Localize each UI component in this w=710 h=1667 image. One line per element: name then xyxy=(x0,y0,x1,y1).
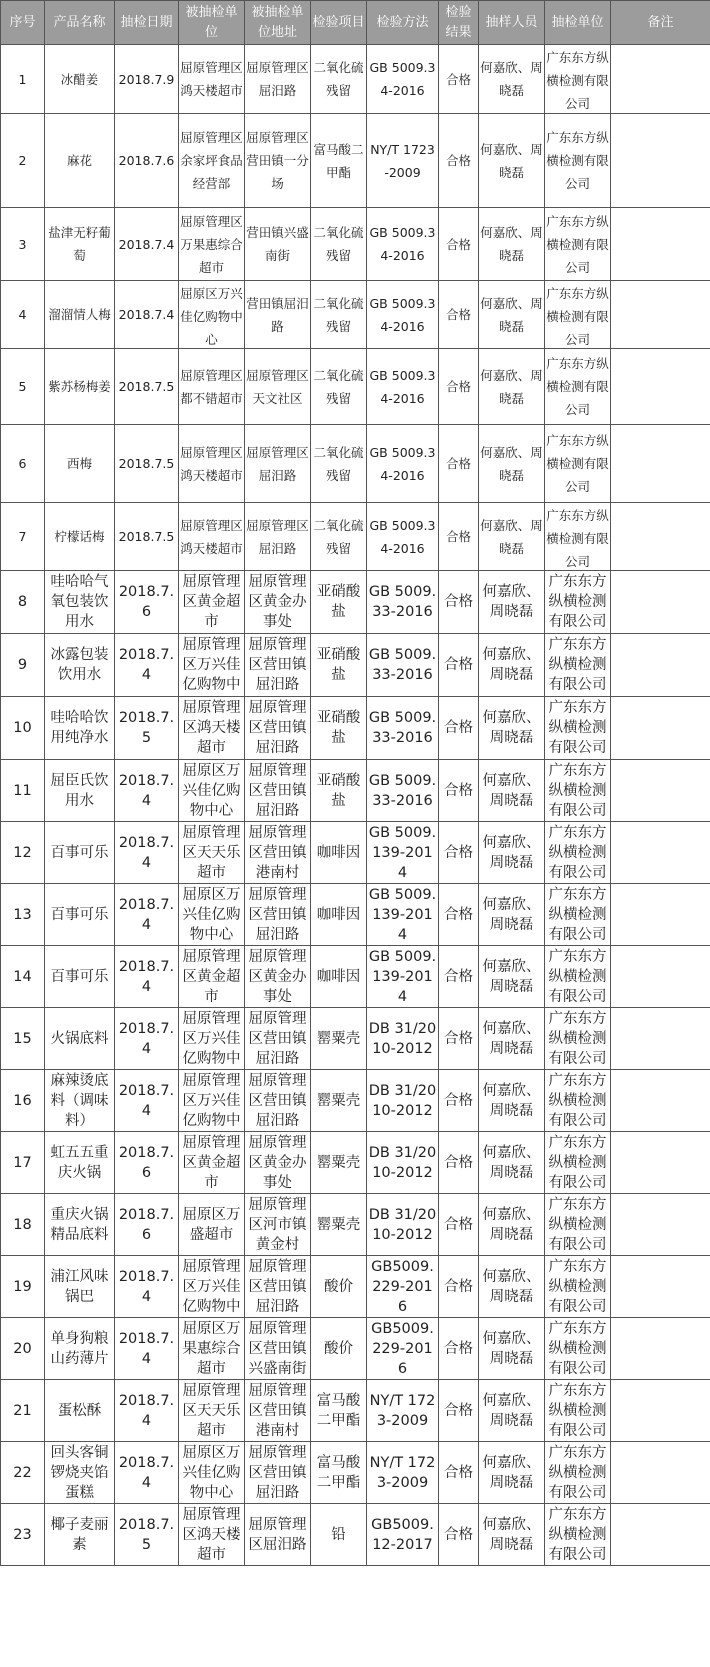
cell-address: 屈原管理区营田镇港南村 xyxy=(245,1380,311,1442)
table-row xyxy=(1,45,710,114)
cell-seq: 3 xyxy=(1,208,45,281)
cell-product: 回头客铜锣烧夹馅蛋糕 xyxy=(45,1442,115,1504)
table-row xyxy=(1,1070,710,1132)
cell-agency: 广东东方纵横检测有限公司 xyxy=(545,503,611,571)
cell-result: 合格 xyxy=(439,884,479,946)
cell-remarks xyxy=(611,1008,710,1070)
cell-sampler: 何嘉欣、周晓磊 xyxy=(479,503,545,571)
cell-date: 2018.7.4 xyxy=(115,1380,179,1442)
cell-remarks xyxy=(611,1504,710,1566)
cell-product: 火锅底料 xyxy=(45,1008,115,1070)
cell-method: DB 31/2010-2012 xyxy=(367,1132,439,1194)
cell-date: 2018.7.5 xyxy=(115,349,179,425)
cell-sampler: 何嘉欣、周晓磊 xyxy=(479,1442,545,1504)
cell-product: 哇哈哈饮用纯净水 xyxy=(45,697,115,760)
cell-method: GB 5009.34-2016 xyxy=(367,208,439,281)
cell-seq: 13 xyxy=(1,884,45,946)
cell-result: 合格 xyxy=(439,946,479,1008)
cell-agency: 广东东方纵横检测有限公司 xyxy=(545,45,611,114)
table-row xyxy=(1,571,710,634)
cell-agency: 广东东方纵横检测有限公司 xyxy=(545,114,611,208)
cell-remarks xyxy=(611,1442,710,1504)
cell-method: GB5009.229-2016 xyxy=(367,1256,439,1318)
cell-product: 溜溜情人梅 xyxy=(45,281,115,349)
cell-method: GB5009.12-2017 xyxy=(367,1504,439,1566)
cell-product: 冰露包装饮用水 xyxy=(45,634,115,697)
cell-result: 合格 xyxy=(439,571,479,634)
cell-seq: 18 xyxy=(1,1194,45,1256)
cell-unit: 屈原管理区都不错超市 xyxy=(179,349,245,425)
header-agency: 抽检单位 xyxy=(545,1,611,45)
cell-product: 哇哈哈气氧包装饮用水 xyxy=(45,571,115,634)
cell-sampler: 何嘉欣、周晓磊 xyxy=(479,425,545,503)
cell-unit: 屈原管理区天天乐超市 xyxy=(179,1380,245,1442)
cell-unit: 屈原管理区余家坪食品经营部 xyxy=(179,114,245,208)
cell-address: 屈原管理区黄金办事处 xyxy=(245,571,311,634)
cell-remarks xyxy=(611,114,710,208)
cell-date: 2018.7.6 xyxy=(115,571,179,634)
cell-date: 2018.7.6 xyxy=(115,1132,179,1194)
cell-remarks xyxy=(611,1380,710,1442)
cell-agency: 广东东方纵横检测有限公司 xyxy=(545,1442,611,1504)
cell-seq: 1 xyxy=(1,45,45,114)
cell-method: GB 5009.33-2016 xyxy=(367,634,439,697)
cell-date: 2018.7.4 xyxy=(115,884,179,946)
cell-seq: 4 xyxy=(1,281,45,349)
cell-result: 合格 xyxy=(439,1442,479,1504)
cell-method: NY/T 1723-2009 xyxy=(367,1442,439,1504)
cell-unit: 屈原管理区天天乐超市 xyxy=(179,822,245,884)
cell-seq: 17 xyxy=(1,1132,45,1194)
cell-sampler: 何嘉欣、周晓磊 xyxy=(479,114,545,208)
cell-unit: 屈原管理区鸿天楼超市 xyxy=(179,45,245,114)
cell-address: 屈原管理区营田镇屈汨路 xyxy=(245,697,311,760)
cell-remarks xyxy=(611,760,710,822)
cell-sampler: 何嘉欣、周晓磊 xyxy=(479,1194,545,1256)
cell-result: 合格 xyxy=(439,208,479,281)
cell-method: NY/T 1723-2009 xyxy=(367,1380,439,1442)
cell-address: 屈原管理区营田镇屈汨路 xyxy=(245,1008,311,1070)
cell-method: GB 5009.34-2016 xyxy=(367,349,439,425)
cell-product: 紫苏杨梅姜 xyxy=(45,349,115,425)
cell-product: 百事可乐 xyxy=(45,822,115,884)
header-row xyxy=(1,1,710,45)
cell-sampler: 何嘉欣、周晓磊 xyxy=(479,1070,545,1132)
cell-result: 合格 xyxy=(439,1380,479,1442)
cell-agency: 广东东方纵横检测有限公司 xyxy=(545,425,611,503)
cell-item: 二氧化硫残留 xyxy=(311,503,367,571)
header-unit: 被抽检单位 xyxy=(179,1,245,45)
header-item: 检验项目 xyxy=(311,1,367,45)
cell-address: 屈原管理区屈汨路 xyxy=(245,45,311,114)
cell-item: 罂粟壳 xyxy=(311,1008,367,1070)
cell-agency: 广东东方纵横检测有限公司 xyxy=(545,208,611,281)
cell-agency: 广东东方纵横检测有限公司 xyxy=(545,349,611,425)
cell-address: 屈原管理区屈汨路 xyxy=(245,1504,311,1566)
cell-date: 2018.7.4 xyxy=(115,822,179,884)
cell-product: 虹五五重庆火锅 xyxy=(45,1132,115,1194)
cell-item: 亚硝酸盐 xyxy=(311,571,367,634)
cell-seq: 19 xyxy=(1,1256,45,1318)
cell-sampler: 何嘉欣、周晓磊 xyxy=(479,1256,545,1318)
table-row xyxy=(1,697,710,760)
cell-date: 2018.7.4 xyxy=(115,1070,179,1132)
cell-address: 营田镇屈汨路 xyxy=(245,281,311,349)
cell-result: 合格 xyxy=(439,281,479,349)
cell-result: 合格 xyxy=(439,425,479,503)
cell-unit: 屈原区万兴佳亿购物中心 xyxy=(179,884,245,946)
cell-unit: 屈原管理区鸿天楼超市 xyxy=(179,697,245,760)
cell-sampler: 何嘉欣、周晓磊 xyxy=(479,760,545,822)
header-address: 被抽检单位地址 xyxy=(245,1,311,45)
cell-remarks xyxy=(611,822,710,884)
cell-address: 屈原管理区河市镇黄金村 xyxy=(245,1194,311,1256)
cell-remarks xyxy=(611,634,710,697)
cell-agency: 广东东方纵横检测有限公司 xyxy=(545,1504,611,1566)
cell-agency: 广东东方纵横检测有限公司 xyxy=(545,946,611,1008)
cell-product: 冰醋姜 xyxy=(45,45,115,114)
cell-address: 屈原管理区营田镇兴盛南街 xyxy=(245,1318,311,1380)
cell-address: 屈原管理区天文社区 xyxy=(245,349,311,425)
cell-item: 亚硝酸盐 xyxy=(311,760,367,822)
cell-item: 咖啡因 xyxy=(311,946,367,1008)
cell-seq: 11 xyxy=(1,760,45,822)
cell-result: 合格 xyxy=(439,697,479,760)
header-sampler: 抽样人员 xyxy=(479,1,545,45)
cell-remarks xyxy=(611,208,710,281)
cell-unit: 屈原管理区万兴佳亿购物中 xyxy=(179,1070,245,1132)
cell-seq: 15 xyxy=(1,1008,45,1070)
cell-item: 富马酸二甲酯 xyxy=(311,1442,367,1504)
cell-address: 营田镇兴盛南街 xyxy=(245,208,311,281)
cell-date: 2018.7.6 xyxy=(115,1194,179,1256)
cell-agency: 广东东方纵横检测有限公司 xyxy=(545,634,611,697)
cell-result: 合格 xyxy=(439,1132,479,1194)
cell-address: 屈原管理区营田镇港南村 xyxy=(245,822,311,884)
cell-product: 百事可乐 xyxy=(45,884,115,946)
cell-unit: 屈原区万兴佳亿购物中心 xyxy=(179,1442,245,1504)
cell-agency: 广东东方纵横检测有限公司 xyxy=(545,697,611,760)
cell-item: 亚硝酸盐 xyxy=(311,634,367,697)
cell-product: 屈臣氏饮用水 xyxy=(45,760,115,822)
cell-remarks xyxy=(611,1318,710,1380)
cell-method: GB5009.229-2016 xyxy=(367,1318,439,1380)
table-row xyxy=(1,114,710,208)
cell-sampler: 何嘉欣、周晓磊 xyxy=(479,1504,545,1566)
cell-date: 2018.7.4 xyxy=(115,208,179,281)
cell-result: 合格 xyxy=(439,634,479,697)
cell-sampler: 何嘉欣、周晓磊 xyxy=(479,634,545,697)
cell-method: DB 31/2010-2012 xyxy=(367,1194,439,1256)
cell-date: 2018.7.5 xyxy=(115,1504,179,1566)
cell-agency: 广东东方纵横检测有限公司 xyxy=(545,1380,611,1442)
cell-product: 蛋松酥 xyxy=(45,1380,115,1442)
cell-date: 2018.7.6 xyxy=(115,114,179,208)
cell-sampler: 何嘉欣、周晓磊 xyxy=(479,349,545,425)
cell-item: 罂粟壳 xyxy=(311,1194,367,1256)
cell-agency: 广东东方纵横检测有限公司 xyxy=(545,1194,611,1256)
cell-method: GB 5009.34-2016 xyxy=(367,45,439,114)
table-row xyxy=(1,503,710,571)
cell-remarks xyxy=(611,884,710,946)
cell-result: 合格 xyxy=(439,114,479,208)
cell-seq: 21 xyxy=(1,1380,45,1442)
header-remarks: 备注 xyxy=(611,1,710,45)
cell-item: 二氧化硫残留 xyxy=(311,425,367,503)
cell-date: 2018.7.4 xyxy=(115,634,179,697)
cell-method: GB 5009.34-2016 xyxy=(367,503,439,571)
cell-product: 椰子麦丽素 xyxy=(45,1504,115,1566)
cell-unit: 屈原区万兴佳亿购物中心 xyxy=(179,281,245,349)
cell-method: GB 5009.139-2014 xyxy=(367,822,439,884)
cell-unit: 屈原管理区鸿天楼超市 xyxy=(179,1504,245,1566)
cell-address: 屈原管理区黄金办事处 xyxy=(245,1132,311,1194)
cell-date: 2018.7.4 xyxy=(115,1008,179,1070)
cell-seq: 14 xyxy=(1,946,45,1008)
cell-result: 合格 xyxy=(439,1504,479,1566)
cell-result: 合格 xyxy=(439,349,479,425)
cell-result: 合格 xyxy=(439,1008,479,1070)
cell-agency: 广东东方纵横检测有限公司 xyxy=(545,1008,611,1070)
cell-seq: 5 xyxy=(1,349,45,425)
cell-agency: 广东东方纵横检测有限公司 xyxy=(545,1256,611,1318)
cell-unit: 屈原管理区鸿天楼超市 xyxy=(179,425,245,503)
cell-unit: 屈原管理区万兴佳亿购物中 xyxy=(179,1008,245,1070)
cell-sampler: 何嘉欣、周晓磊 xyxy=(479,1380,545,1442)
cell-product: 百事可乐 xyxy=(45,946,115,1008)
cell-agency: 广东东方纵横检测有限公司 xyxy=(545,822,611,884)
cell-seq: 10 xyxy=(1,697,45,760)
cell-method: DB 31/2010-2012 xyxy=(367,1070,439,1132)
cell-sampler: 何嘉欣、周晓磊 xyxy=(479,1318,545,1380)
cell-date: 2018.7.4 xyxy=(115,1318,179,1380)
cell-address: 屈原管理区营田镇屈汨路 xyxy=(245,634,311,697)
cell-unit: 屈原管理区万果惠综合超市 xyxy=(179,208,245,281)
cell-date: 2018.7.5 xyxy=(115,697,179,760)
cell-date: 2018.7.5 xyxy=(115,425,179,503)
cell-unit: 屈原区万果惠综合超市 xyxy=(179,1318,245,1380)
cell-method: GB 5009.34-2016 xyxy=(367,281,439,349)
cell-address: 屈原管理区屈汨路 xyxy=(245,503,311,571)
cell-item: 酸价 xyxy=(311,1318,367,1380)
cell-result: 合格 xyxy=(439,1070,479,1132)
cell-remarks xyxy=(611,349,710,425)
cell-remarks xyxy=(611,1194,710,1256)
cell-remarks xyxy=(611,697,710,760)
cell-address: 屈原管理区营田镇屈汨路 xyxy=(245,884,311,946)
cell-item: 二氧化硫残留 xyxy=(311,349,367,425)
cell-item: 二氧化硫残留 xyxy=(311,208,367,281)
table-row xyxy=(1,822,710,884)
cell-product: 麻花 xyxy=(45,114,115,208)
cell-sampler: 何嘉欣、周晓磊 xyxy=(479,884,545,946)
cell-address: 屈原管理区营田镇一分场 xyxy=(245,114,311,208)
cell-result: 合格 xyxy=(439,1194,479,1256)
cell-method: NY/T 1723-2009 xyxy=(367,114,439,208)
cell-sampler: 何嘉欣、周晓磊 xyxy=(479,45,545,114)
cell-method: GB 5009.33-2016 xyxy=(367,697,439,760)
cell-result: 合格 xyxy=(439,822,479,884)
cell-unit: 屈原管理区鸿天楼超市 xyxy=(179,503,245,571)
cell-address: 屈原管理区屈汨路 xyxy=(245,425,311,503)
cell-agency: 广东东方纵横检测有限公司 xyxy=(545,760,611,822)
cell-remarks xyxy=(611,946,710,1008)
cell-remarks xyxy=(611,503,710,571)
header-result: 检验结果 xyxy=(439,1,479,45)
cell-remarks xyxy=(611,1256,710,1318)
cell-product: 柠檬话梅 xyxy=(45,503,115,571)
header-seq: 序号 xyxy=(1,1,45,45)
cell-product: 浦江风味锅巴 xyxy=(45,1256,115,1318)
cell-unit: 屈原管理区黄金超市 xyxy=(179,571,245,634)
cell-sampler: 何嘉欣、周晓磊 xyxy=(479,281,545,349)
cell-item: 罂粟壳 xyxy=(311,1132,367,1194)
header-method: 检验方法 xyxy=(367,1,439,45)
cell-seq: 2 xyxy=(1,114,45,208)
cell-unit: 屈原管理区万兴佳亿购物中 xyxy=(179,1256,245,1318)
cell-method: GB 5009.139-2014 xyxy=(367,884,439,946)
cell-item: 亚硝酸盐 xyxy=(311,697,367,760)
cell-agency: 广东东方纵横检测有限公司 xyxy=(545,1318,611,1380)
cell-sampler: 何嘉欣、周晓磊 xyxy=(479,1008,545,1070)
cell-address: 屈原管理区营田镇屈汨路 xyxy=(245,760,311,822)
table-row xyxy=(1,425,710,503)
table-row xyxy=(1,1008,710,1070)
table-row xyxy=(1,1442,710,1504)
cell-agency: 广东东方纵横检测有限公司 xyxy=(545,571,611,634)
table-row xyxy=(1,1132,710,1194)
cell-unit: 屈原管理区万兴佳亿购物中 xyxy=(179,634,245,697)
cell-result: 合格 xyxy=(439,503,479,571)
cell-remarks xyxy=(611,1132,710,1194)
cell-seq: 16 xyxy=(1,1070,45,1132)
table-row xyxy=(1,760,710,822)
cell-date: 2018.7.4 xyxy=(115,1256,179,1318)
cell-method: DB 31/2010-2012 xyxy=(367,1008,439,1070)
cell-date: 2018.7.4 xyxy=(115,760,179,822)
table-row xyxy=(1,208,710,281)
cell-result: 合格 xyxy=(439,45,479,114)
cell-remarks xyxy=(611,1070,710,1132)
cell-item: 酸价 xyxy=(311,1256,367,1318)
cell-date: 2018.7.4 xyxy=(115,946,179,1008)
table-row xyxy=(1,1194,710,1256)
table-row xyxy=(1,349,710,425)
header-date: 抽检日期 xyxy=(115,1,179,45)
cell-sampler: 何嘉欣、周晓磊 xyxy=(479,822,545,884)
cell-seq: 6 xyxy=(1,425,45,503)
cell-method: GB 5009.33-2016 xyxy=(367,571,439,634)
cell-sampler: 何嘉欣、周晓磊 xyxy=(479,208,545,281)
cell-date: 2018.7.4 xyxy=(115,1442,179,1504)
cell-product: 单身狗粮山药薄片 xyxy=(45,1318,115,1380)
cell-seq: 20 xyxy=(1,1318,45,1380)
cell-item: 富马酸二甲酯 xyxy=(311,1380,367,1442)
cell-result: 合格 xyxy=(439,1318,479,1380)
cell-agency: 广东东方纵横检测有限公司 xyxy=(545,1132,611,1194)
table-row xyxy=(1,1504,710,1566)
cell-seq: 23 xyxy=(1,1504,45,1566)
cell-sampler: 何嘉欣、周晓磊 xyxy=(479,946,545,1008)
cell-agency: 广东东方纵横检测有限公司 xyxy=(545,1070,611,1132)
cell-unit: 屈原区万兴佳亿购物中心 xyxy=(179,760,245,822)
table-row xyxy=(1,946,710,1008)
cell-agency: 广东东方纵横检测有限公司 xyxy=(545,281,611,349)
cell-method: GB 5009.34-2016 xyxy=(367,425,439,503)
cell-seq: 9 xyxy=(1,634,45,697)
cell-address: 屈原管理区黄金办事处 xyxy=(245,946,311,1008)
cell-item: 咖啡因 xyxy=(311,884,367,946)
table-row xyxy=(1,1318,710,1380)
cell-item: 二氧化硫残留 xyxy=(311,45,367,114)
cell-seq: 12 xyxy=(1,822,45,884)
table-row xyxy=(1,281,710,349)
cell-address: 屈原管理区营田镇屈汨路 xyxy=(245,1256,311,1318)
header-product: 产品名称 xyxy=(45,1,115,45)
cell-remarks xyxy=(611,45,710,114)
cell-date: 2018.7.9 xyxy=(115,45,179,114)
cell-unit: 屈原管理区黄金超市 xyxy=(179,946,245,1008)
cell-seq: 7 xyxy=(1,503,45,571)
cell-seq: 8 xyxy=(1,571,45,634)
cell-product: 西梅 xyxy=(45,425,115,503)
table-row xyxy=(1,1380,710,1442)
cell-remarks xyxy=(611,571,710,634)
cell-date: 2018.7.5 xyxy=(115,503,179,571)
cell-product: 重庆火锅精品底料 xyxy=(45,1194,115,1256)
cell-agency: 广东东方纵横检测有限公司 xyxy=(545,884,611,946)
cell-sampler: 何嘉欣、周晓磊 xyxy=(479,697,545,760)
cell-seq: 22 xyxy=(1,1442,45,1504)
cell-item: 富马酸二甲酯 xyxy=(311,114,367,208)
cell-unit: 屈原管理区黄金超市 xyxy=(179,1132,245,1194)
cell-unit: 屈原区万盛超市 xyxy=(179,1194,245,1256)
cell-method: GB 5009.139-2014 xyxy=(367,946,439,1008)
cell-method: GB 5009.33-2016 xyxy=(367,760,439,822)
cell-item: 铅 xyxy=(311,1504,367,1566)
table-row xyxy=(1,1256,710,1318)
cell-sampler: 何嘉欣、周晓磊 xyxy=(479,571,545,634)
cell-address: 屈原管理区营田镇屈汨路 xyxy=(245,1442,311,1504)
cell-sampler: 何嘉欣、周晓磊 xyxy=(479,1132,545,1194)
cell-remarks xyxy=(611,425,710,503)
table-row xyxy=(1,884,710,946)
cell-result: 合格 xyxy=(439,1256,479,1318)
cell-item: 二氧化硫残留 xyxy=(311,281,367,349)
cell-remarks xyxy=(611,281,710,349)
cell-date: 2018.7.4 xyxy=(115,281,179,349)
cell-result: 合格 xyxy=(439,760,479,822)
cell-address: 屈原管理区营田镇屈汨路 xyxy=(245,1070,311,1132)
cell-product: 盐津无籽葡萄 xyxy=(45,208,115,281)
cell-item: 咖啡因 xyxy=(311,822,367,884)
table-row xyxy=(1,634,710,697)
cell-product: 麻辣烫底料（调味料） xyxy=(45,1070,115,1132)
cell-item: 罂粟壳 xyxy=(311,1070,367,1132)
